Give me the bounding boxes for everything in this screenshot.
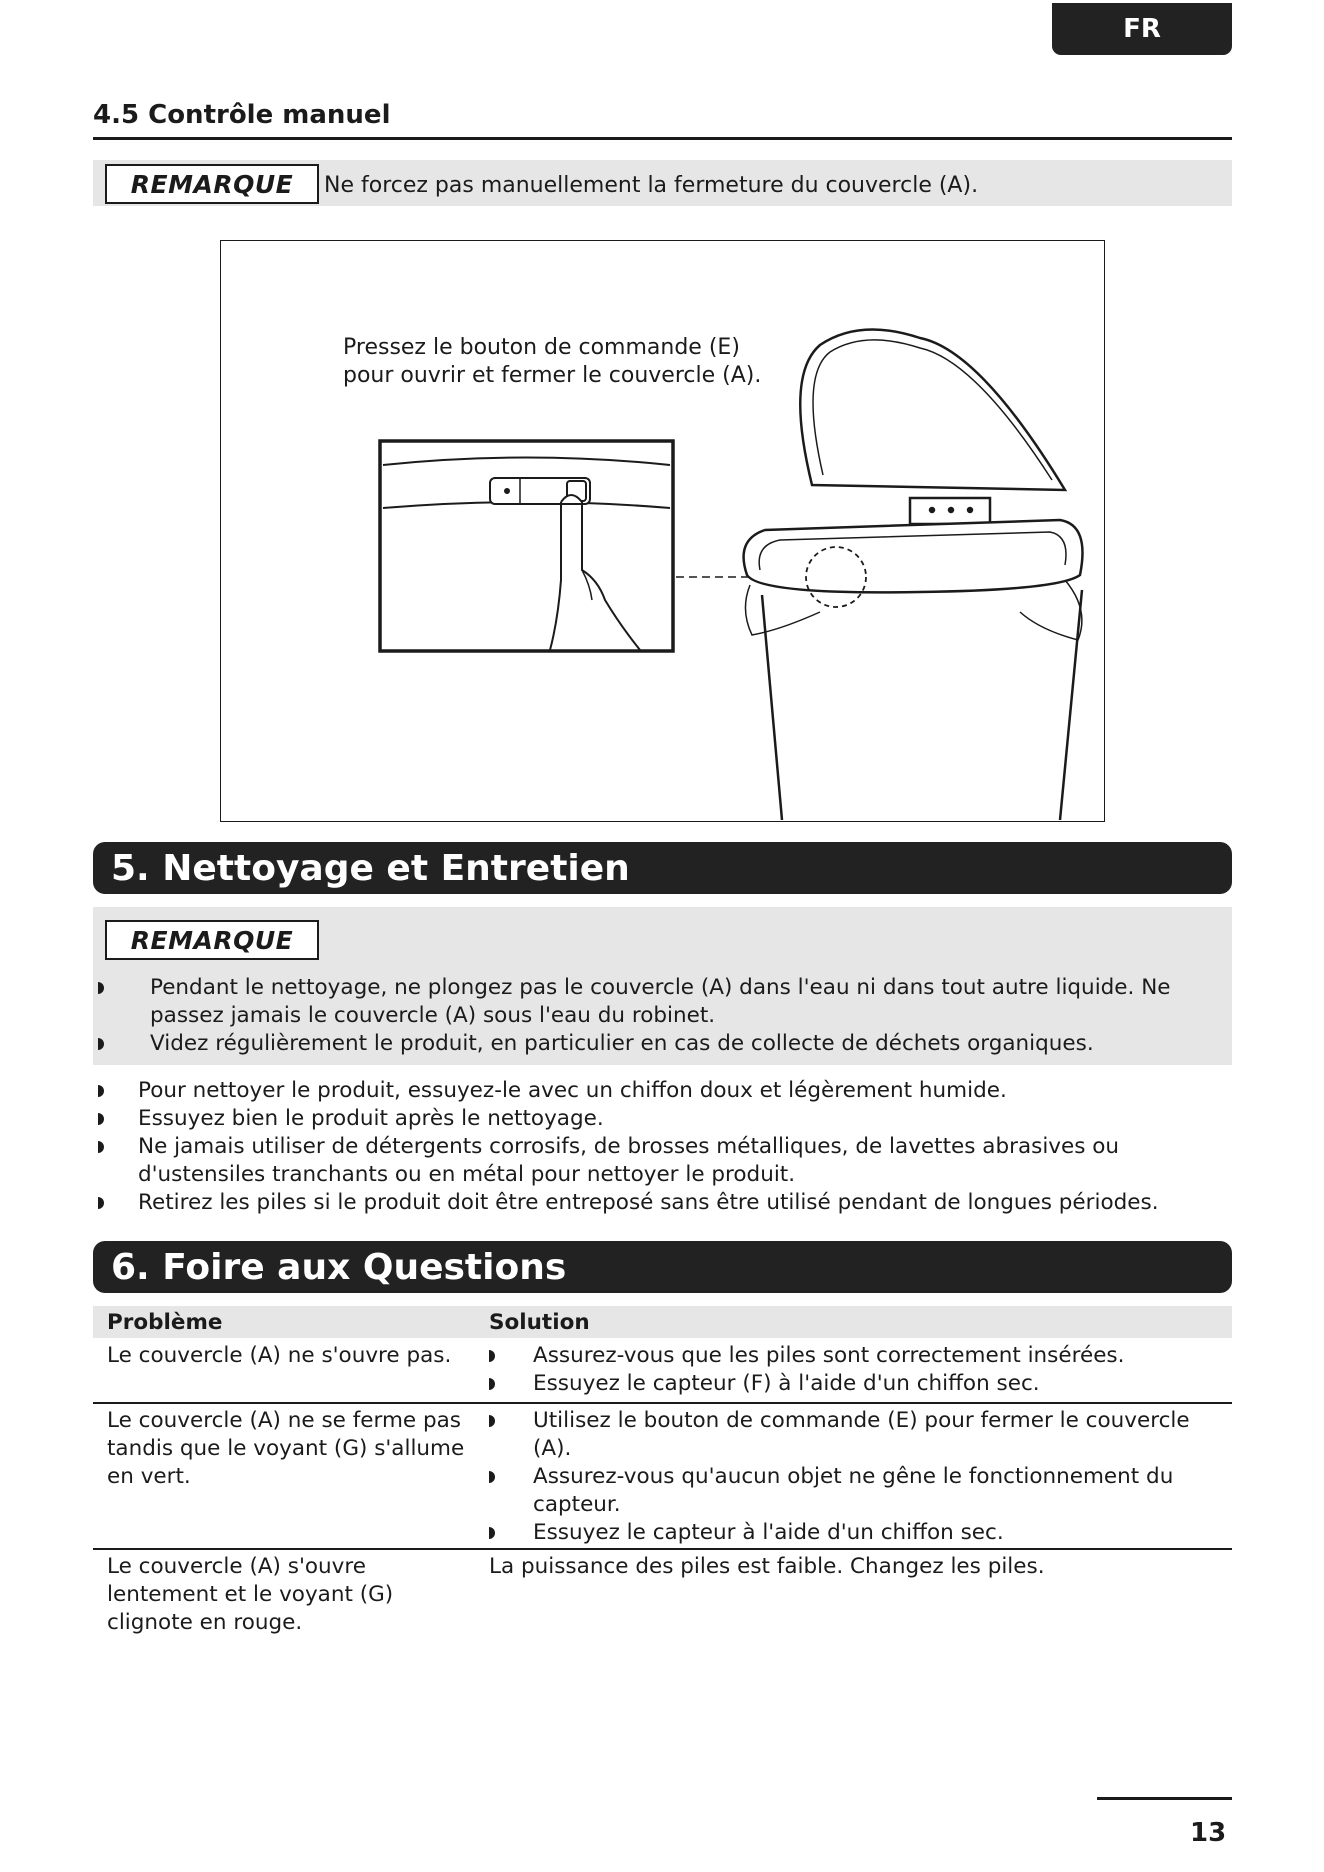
- section-6-header: 6. Foire aux Questions: [93, 1241, 1232, 1293]
- note-bullet-list: [150, 974, 1220, 1058]
- faq-solution-item: [533, 1370, 1223, 1398]
- faq-header-solution: Solution: [489, 1310, 590, 1335]
- faq-solution-text: Assurez-vous qu'aucun objet ne gêne le fonctionnement du capteur.: [533, 1464, 1174, 1517]
- maintenance-bullet-list: [138, 1077, 1232, 1217]
- trash-can-button-illustration: [220, 240, 1103, 820]
- maintenance-bullet-item: [138, 1189, 1232, 1217]
- faq-solution-item: [533, 1519, 1223, 1547]
- faq-solution-text: Essuyez le capteur (F) à l'aide d'un chiffon sec.: [533, 1371, 1040, 1396]
- faq-problem-cell: Le couvercle (A) s'ouvre lentement et le voyant (G) clignote en rouge.: [107, 1554, 394, 1635]
- figure-caption: [343, 334, 761, 390]
- faq-solution-item: [533, 1407, 1223, 1463]
- faq-solution-item: [533, 1463, 1223, 1519]
- bullet-icon: [98, 1085, 104, 1097]
- maintenance-bullet-text: Ne jamais utiliser de détergents corrosifs, de brosses métalliques, de lavettes abrasives ou d'ustensiles tranchants ou en métal pour nettoyer le produit.: [138, 1134, 1120, 1187]
- bullet-icon: [98, 1197, 104, 1209]
- footer-rule: [1097, 1797, 1232, 1800]
- bullet-icon: [98, 1141, 104, 1153]
- note-bullet-item: [150, 1030, 1220, 1058]
- faq-row-divider: [93, 1548, 1232, 1550]
- bullet-icon: [489, 1350, 495, 1362]
- maintenance-bullet-text: Pour nettoyer le produit, essuyez-le avec un chiffon doux et légèrement humide.: [138, 1078, 1007, 1103]
- note-text-4-5: Ne forcez pas manuellement la fermeture du couvercle (A).: [324, 173, 979, 198]
- note-bullet-item: [150, 974, 1220, 1030]
- faq-table-header: [93, 1306, 1232, 1338]
- section-4-5-title: 4.5 Contrôle manuel: [93, 100, 391, 130]
- maintenance-bullet-item: [138, 1105, 1232, 1133]
- figure-caption-line: Pressez le bouton de commande (E): [343, 335, 740, 360]
- note-bullet-text: Videz régulièrement le produit, en particulier en cas de collecte de déchets organiques.: [150, 1031, 1094, 1056]
- maintenance-bullet-item: [138, 1133, 1232, 1189]
- section-title-rule: [93, 137, 1232, 140]
- language-badge: FR: [1052, 3, 1232, 55]
- faq-solution-text: Utilisez le bouton de commande (E) pour fermer le couvercle (A).: [533, 1408, 1190, 1461]
- faq-problem-cell: Le couvercle (A) ne se ferme pas tandis que le voyant (G) s'allume en vert.: [107, 1408, 465, 1489]
- faq-header-problem: Problème: [107, 1310, 223, 1335]
- figure-caption-line: pour ouvrir et fermer le couvercle (A).: [343, 363, 762, 388]
- bullet-icon: [98, 1113, 104, 1125]
- note-bullet-text: Pendant le nettoyage, ne plongez pas le couvercle (A) dans l'eau ni dans tout autre liquide. Ne passez jamais le couvercle (A) sous l'eau du robinet.: [150, 975, 1171, 1028]
- section-5-header: 5. Nettoyage et Entretien: [93, 842, 1232, 894]
- bullet-icon: [489, 1471, 495, 1483]
- faq-solution-item: [533, 1342, 1223, 1370]
- maintenance-bullet-text: Essuyez bien le produit après le nettoyage.: [138, 1106, 604, 1131]
- faq-solution-text: Assurez-vous que les piles sont correctement insérées.: [533, 1343, 1125, 1368]
- maintenance-bullet-item: [138, 1077, 1232, 1105]
- faq-problem-cell: Le couvercle (A) ne s'ouvre pas.: [107, 1343, 452, 1368]
- faq-solution-list: [533, 1407, 1223, 1547]
- bullet-icon: [489, 1527, 495, 1539]
- bullet-icon: [489, 1415, 495, 1427]
- faq-solution-text: Essuyez le capteur à l'aide d'un chiffon sec.: [533, 1520, 1004, 1545]
- maintenance-bullet-text: Retirez les piles si le produit doit être entreposé sans être utilisé pendant de longues périodes.: [138, 1190, 1159, 1215]
- note-label-4-5: REMARQUE: [105, 164, 319, 204]
- faq-solution-cell: La puissance des piles est faible. Changez les piles.: [489, 1554, 1045, 1579]
- note-label-5: REMARQUE: [105, 920, 319, 960]
- control-button-closeup: [380, 441, 673, 651]
- page-number: 13: [1190, 1818, 1227, 1848]
- bullet-icon: [489, 1378, 495, 1390]
- faq-solution-list: [533, 1342, 1223, 1398]
- trash-can: [744, 329, 1083, 820]
- faq-row-divider: [93, 1402, 1232, 1404]
